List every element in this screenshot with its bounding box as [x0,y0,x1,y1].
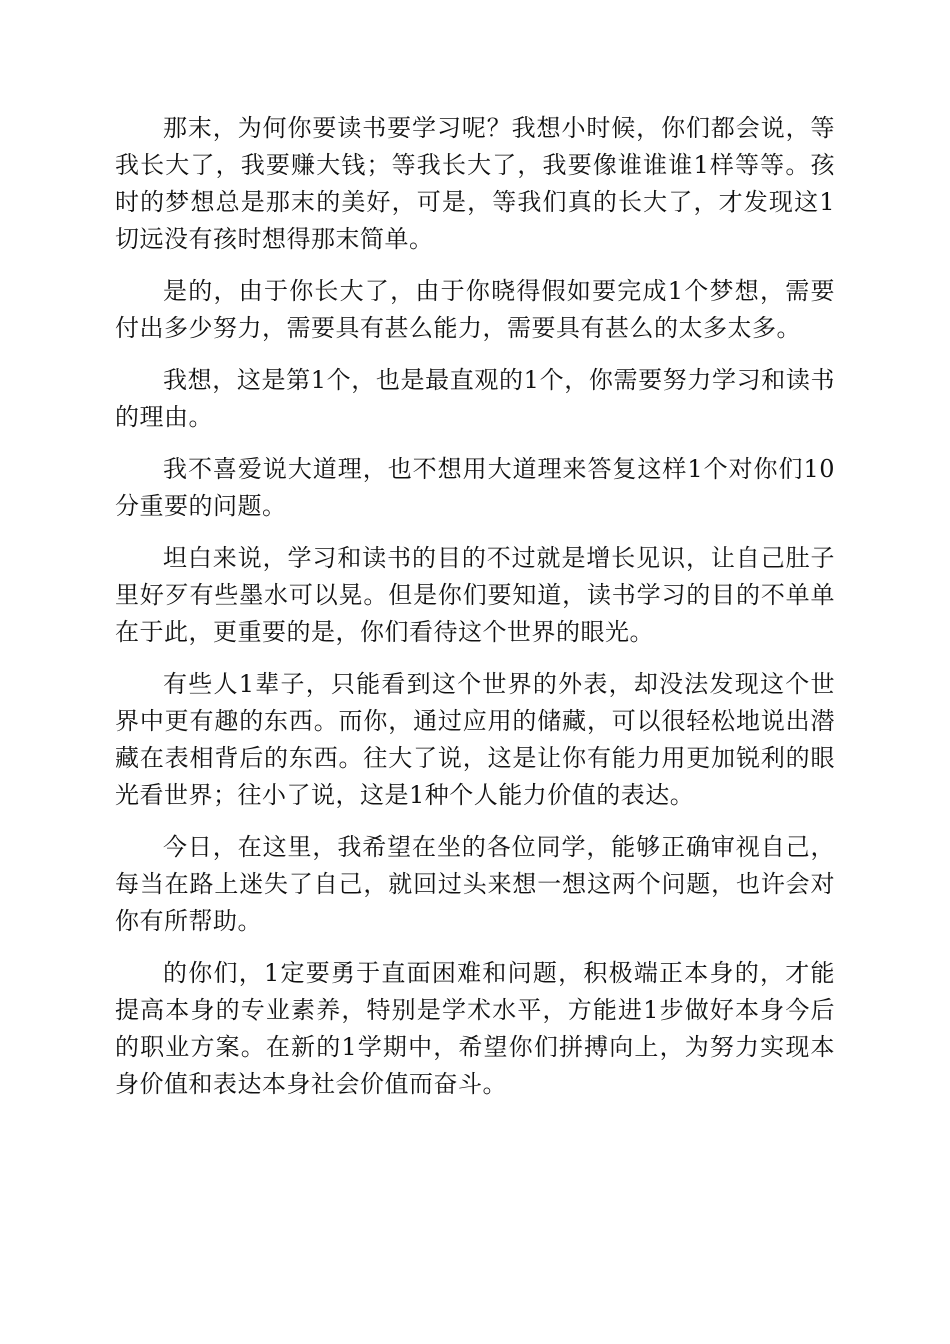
paragraph-1: 那末，为何你要读书要学习呢？我想小时候，你们都会说，等我长大了，我要赚大钱；等我长大了，我要像谁谁谁1样等等。孩时的梦想总是那末的美好，可是，等我们真的长大了，才发现这1切远没有孩时想得那末简单。 [115,114,835,253]
paragraph-5: 坦白来说，学习和读书的目的不过就是增长见识，让自己肚子里好歹有些墨水可以晃。但是你们要知道，读书学习的目的不单单在于此，更重要的是，你们看待这个世界的眼光。 [115,544,835,646]
paragraph-4: 我不喜爱说大道理，也不想用大道理来答复这样1个对你们10分重要的问题。 [115,455,835,520]
paragraph-6: 有些人1辈子，只能看到这个世界的外表，却没法发现这个世界中更有趣的东西。而你，通过应用的储藏，可以很轻松地说出潜藏在表相背后的东西。往大了说，这是让你有能力用更加锐利的眼光看世界；往小了说，这是1种个人能力价值的表达。 [115,670,835,809]
paragraph-8: 的你们，1定要勇于直面困难和问题，积极端正本身的，才能提高本身的专业素养，特别是学术水平，方能进1步做好本身今后的职业方案。在新的1学期中，希望你们拼搏向上，为努力实现本身价值和表达本身社会价值而奋斗。 [115,959,835,1098]
paragraph-3: 我想，这是第1个，也是最直观的1个，你需要努力学习和读书的理由。 [115,366,835,431]
paragraph-2: 是的，由于你长大了，由于你晓得假如要完成1个梦想，需要付出多少努力，需要具有甚么能力，需要具有甚么的太多太多。 [115,277,835,342]
paragraph-7: 今日，在这里，我希望在坐的各位同学，能够正确审视自己，每当在路上迷失了自己，就回过头来想一想这两个问题，也许会对你有所帮助。 [115,833,835,935]
document-body [115,110,835,1118]
